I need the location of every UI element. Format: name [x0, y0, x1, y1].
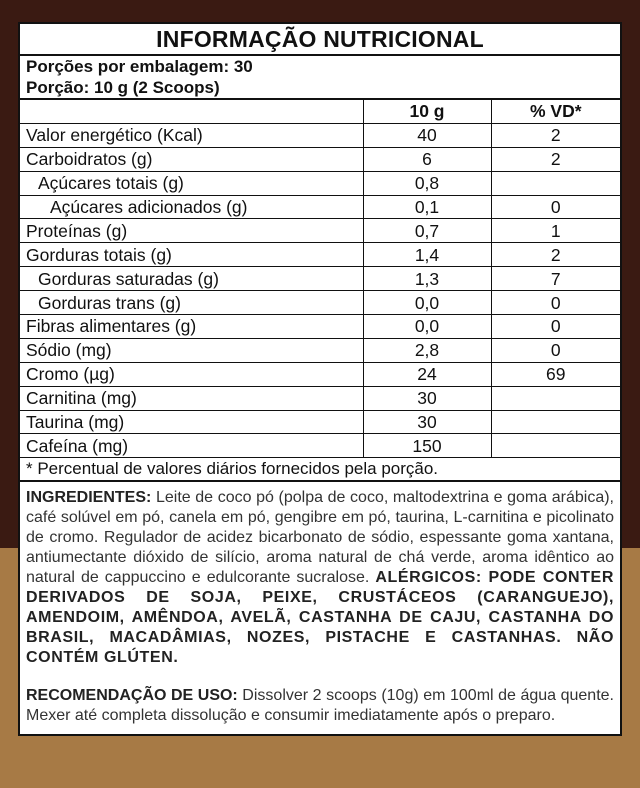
usage-paragraph — [26, 686, 614, 726]
nutrient-name: Carboidratos (g) — [20, 147, 363, 171]
nutrient-name: Cafeína (mg) — [20, 434, 363, 458]
nutrient-daily-value: 0 — [491, 315, 620, 339]
nutrient-name: Proteínas (g) — [20, 219, 363, 243]
nutrient-name: Sódio (mg) — [20, 338, 363, 362]
ingredients-block — [18, 482, 622, 736]
table-row — [20, 338, 620, 362]
table-row — [20, 291, 620, 315]
nutrient-amount: 0,7 — [363, 219, 491, 243]
nutrient-daily-value: 2 — [491, 147, 620, 171]
table-header-row — [20, 100, 620, 123]
nutrition-label — [18, 22, 622, 736]
nutrient-amount: 0,8 — [363, 171, 491, 195]
serving-size: Porção: 10 g (2 Scoops) — [20, 77, 620, 100]
table-row — [20, 147, 620, 171]
nutrient-amount: 30 — [363, 386, 491, 410]
table-row — [20, 434, 620, 458]
table-row — [20, 410, 620, 434]
table-row — [20, 171, 620, 195]
nutrient-amount: 150 — [363, 434, 491, 458]
label-title: INFORMAÇÃO NUTRICIONAL — [20, 24, 620, 56]
nutrient-amount: 1,3 — [363, 267, 491, 291]
nutrient-amount: 24 — [363, 362, 491, 386]
nutrient-name: Gorduras totais (g) — [20, 243, 363, 267]
ingredients-text: Leite de coco pó (polpa de coco, maltodextrina e goma arábica), café solúvel em pó, canela em pó, gengibre em pó, taurina, L-carnitina e picolinato de cromo. Regulador de acidez bicarbonato de sódio, espessante goma xantana, antiumectante dióxido de silício, aroma natural de chá verde, aroma idêntico ao natural de cappuccino e edulcorante sucralose. — [26, 489, 614, 587]
nutrition-table — [18, 22, 622, 482]
nutrient-daily-value — [491, 434, 620, 458]
table-row — [20, 386, 620, 410]
nutrient-name: Cromo (µg) — [20, 362, 363, 386]
nutrient-daily-value: 0 — [491, 195, 620, 219]
ingredients-heading: INGREDIENTES: — [26, 489, 152, 507]
nutrient-amount: 6 — [363, 147, 491, 171]
ingredients-paragraph — [26, 488, 614, 668]
nutrient-amount: 2,8 — [363, 338, 491, 362]
nutrient-daily-value: 2 — [491, 243, 620, 267]
table-row — [20, 315, 620, 339]
table-row — [20, 362, 620, 386]
nutrient-daily-value: 0 — [491, 291, 620, 315]
nutrient-daily-value — [491, 386, 620, 410]
table-row — [20, 123, 620, 147]
table-row — [20, 195, 620, 219]
header-nutrient — [20, 100, 363, 123]
nutrient-daily-value: 0 — [491, 338, 620, 362]
nutrient-name: Açúcares adicionados (g) — [20, 195, 363, 219]
nutrient-daily-value: 7 — [491, 267, 620, 291]
table-row — [20, 243, 620, 267]
footnote: * Percentual de valores diários fornecidos pela porção. — [20, 458, 620, 482]
nutrient-amount: 0,0 — [363, 315, 491, 339]
servings-per-package: Porções por embalagem: 30 — [26, 57, 253, 76]
nutrient-amount: 40 — [363, 123, 491, 147]
usage-heading: RECOMENDAÇÃO DE USO: — [26, 687, 238, 705]
nutrient-amount: 1,4 — [363, 243, 491, 267]
header-daily-value: % VD* — [491, 100, 620, 123]
nutrient-amount: 0,0 — [363, 291, 491, 315]
nutrient-name: Valor energético (Kcal) — [20, 123, 363, 147]
nutrient-amount: 0,1 — [363, 195, 491, 219]
nutrient-name: Fibras alimentares (g) — [20, 315, 363, 339]
nutrient-name: Gorduras trans (g) — [20, 291, 363, 315]
table-row — [20, 267, 620, 291]
nutrient-name: Açúcares totais (g) — [20, 171, 363, 195]
table-row — [20, 219, 620, 243]
nutrient-name: Gorduras saturadas (g) — [20, 267, 363, 291]
nutrient-daily-value — [491, 410, 620, 434]
nutrient-table — [20, 100, 620, 458]
nutrient-daily-value: 2 — [491, 123, 620, 147]
header-amount: 10 g — [363, 100, 491, 123]
usage-text: Dissolver 2 scoops (10g) em 100ml de água quente. Mexer até completa dissolução e consumir imediatamente após o preparo. — [26, 687, 614, 725]
nutrient-daily-value — [491, 171, 620, 195]
nutrient-name: Carnitina (mg) — [20, 386, 363, 410]
nutrient-amount: 30 — [363, 410, 491, 434]
allergens-text: ALÉRGICOS: PODE CONTER DERIVADOS DE SOJA, PEIXE, CRUSTÁCEOS (CARANGUEJO), AMENDOIM, AMÊNDOA, AVELÃ, CASTANHA DE CAJU, CASTANHA DO BRASIL, MACADÂMIAS, NOZES, PISTACHE E CASTANHAS. NÃO CONTÉM GLÚTEN. — [26, 569, 614, 667]
nutrient-name: Taurina (mg) — [20, 410, 363, 434]
nutrient-daily-value: 69 — [491, 362, 620, 386]
nutrient-daily-value: 1 — [491, 219, 620, 243]
